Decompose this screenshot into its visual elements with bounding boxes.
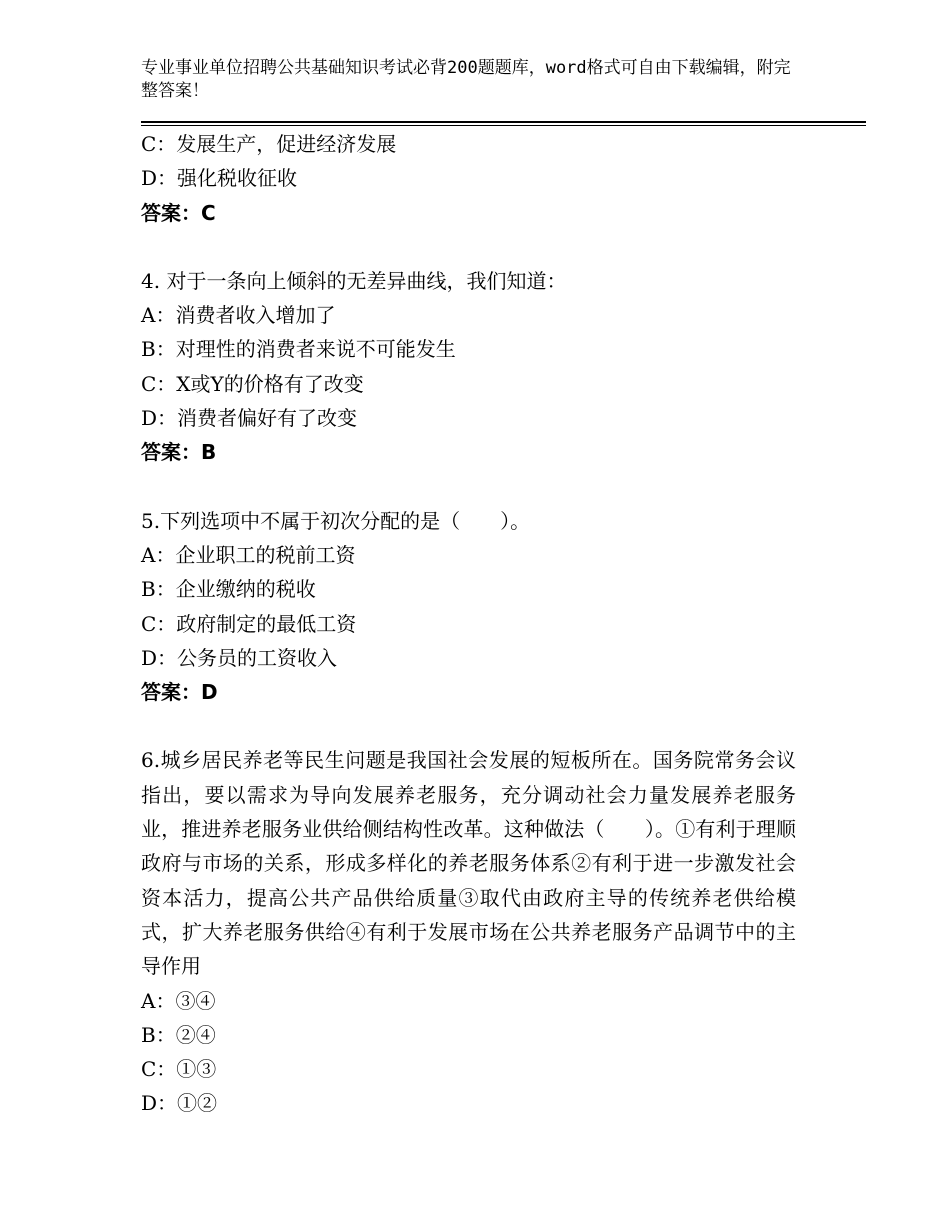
option-c: C：发展生产，促进经济发展: [141, 132, 397, 156]
option-b: B：企业缴纳的税收: [141, 577, 316, 602]
option-c: C：政府制定的最低工资: [141, 611, 357, 636]
question-block-5: [141, 504, 796, 710]
option-b: B：②④: [141, 1022, 216, 1047]
option-a: A：企业职工的税前工资: [141, 542, 356, 567]
answer-label: 答案：C: [141, 200, 216, 225]
header-divider-thin: [141, 125, 866, 126]
header-divider: [141, 121, 866, 123]
option-d: D：公务员的工资收入: [141, 645, 338, 670]
option-a: A：消费者收入增加了: [141, 303, 336, 328]
option-d: D：①②: [141, 1091, 218, 1116]
answer-label: 答案：B: [141, 440, 217, 465]
option-d: D：强化税收征收: [141, 166, 298, 191]
question-content: [141, 127, 796, 1121]
question-block-6: [141, 743, 796, 1120]
option-c: C：X或Y的价格有了改变: [141, 371, 364, 396]
document-header: 专业事业单位招聘公共基础知识考试必背200题题库，word格式可自由下载编辑，附完整答案！: [141, 58, 791, 101]
option-d: D：消费者偏好有了改变: [141, 406, 358, 431]
question-stem: 5.下列选项中不属于初次分配的是（ ）。: [141, 508, 531, 533]
question-stem: 4. 对于一条向上倾斜的无差异曲线，我们知道：: [141, 268, 567, 293]
option-c: C：①③: [141, 1057, 217, 1082]
question-block-4: [141, 264, 796, 470]
option-a: A：③④: [141, 988, 216, 1013]
question-stem: 6.城乡居民养老等民生问题是我国社会发展的短板所在。国务院常务会议指出，要以需求为导向发展养老服务，充分调动社会力量发展养老服务业，推进养老服务业供给侧结构性改革。这种做法（ ）。①有利于理顺政府与市场的关系，形成多样化的养老服务体系②有利于进一步激发社会资本活力，提高公共产品供给质量③取代由政府主导的传统养老供给模式，扩大养老服务供给④有利于发展市场在公共养老服务产品调节中的主导作用: [141, 748, 796, 979]
question-block-prev: [141, 127, 796, 230]
answer-label: 答案：D: [141, 680, 218, 705]
option-b: B：对理性的消费者来说不可能发生: [141, 337, 456, 362]
